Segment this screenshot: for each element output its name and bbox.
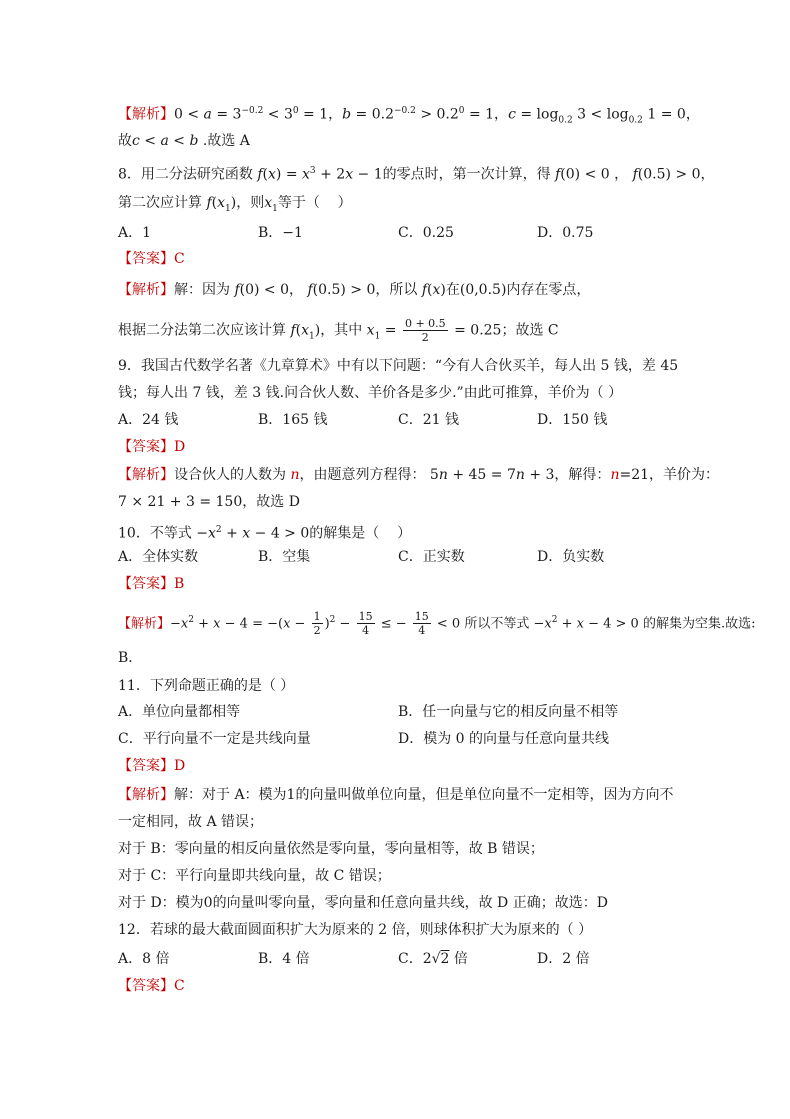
- q11-explanation-line1: 【解析】解：对于 A：模为1的向量叫做单位向量，但是单位向量不一定相等，因为方向不: [118, 787, 674, 803]
- q7-explanation-line1: 【解析】$0 < a = 3^{-0.2} < 3^0 = 1$，$b = 0.2^{-0.2} > 0.2^0 = 1$，$c = \log_{0.2} 3 < \log_{0.2} 1 = 0$，: [118, 106, 700, 126]
- q12-option-a: A．8 倍: [118, 951, 170, 967]
- q8-option-c: C．0.25: [398, 225, 454, 241]
- q11-explanation-line5: 对于 D：模为0的向量叫零向量，零向量和任意向量共线，故 D 正确；故选：D: [118, 895, 608, 911]
- q10-stem: 10．不等式 $-x^2 + x - 4 > 0$的解集是（ ）: [118, 525, 412, 542]
- q11-option-a: A．单位向量都相等: [118, 704, 241, 720]
- q10-option-a: A．全体实数: [118, 549, 199, 565]
- q11-explanation-line2: 一定相同，故 A 错误；: [118, 814, 264, 830]
- q11-stem: 11．下列命题正确的是（ ）: [118, 678, 295, 694]
- q10-option-d: D．负实数: [537, 549, 605, 565]
- q9-stem-line1: 9．我国古代数学名著《九章算术》中有以下问题：“今有人合伙买羊，每人出 5 钱，差 45: [118, 358, 679, 374]
- q10-explanation-line2: B．: [118, 650, 143, 666]
- q8-stem-line2: 第二次应计算 $f(x_1)$，则$x_1$等于（ ）: [118, 195, 352, 214]
- q10-option-b: B．空集: [258, 549, 311, 565]
- q10-answer: 【答案】B: [118, 576, 185, 592]
- q10-option-c: C．正实数: [398, 549, 465, 565]
- q8-option-a: A．1: [118, 225, 152, 241]
- q12-option-b: B．4 倍: [258, 951, 310, 967]
- q7-explanation-line2: 故c < a < b .故选 A: [118, 133, 250, 149]
- fraction: $\frac{0 + 0.5}{2}$: [404, 317, 446, 344]
- q11-explanation-line4: 对于 C：平行向量即共线向量，故 C 错误；: [118, 868, 391, 884]
- q8-explanation-line1: 【解析】解：因为 f(0) < 0， f(0.5) > 0，所以 f(x)在(0,0.5)内存在零点，: [118, 282, 591, 298]
- q11-answer: 【答案】D: [118, 758, 186, 774]
- q8-answer: 【答案】C: [118, 251, 185, 267]
- q9-option-a: A．24 钱: [118, 412, 179, 428]
- q12-stem: 12．若球的最大截面圆面积扩大为原来的 2 倍，则球体积扩大为原来的（ ）: [118, 922, 593, 938]
- q9-explanation-line1: 【解析】设合伙人的人数为 n，由题意列方程得： 5n + 45 = 7n + 3，解得：n=21，羊价为：: [118, 467, 720, 483]
- q9-option-c: C．21 钱: [398, 412, 459, 428]
- q11-option-c: C．平行向量不一定是共线向量: [118, 731, 311, 747]
- q9-explanation-line2: 7 × 21 + 3 = 150，故选 D: [118, 494, 300, 510]
- q8-stem-line1: 8．用二分法研究函数 $f(x) = x^3 + 2x - 1$的零点时，第一次计算，得 f(0) < 0 ， f(0.5) > 0，: [118, 166, 715, 183]
- q12-option-d: D．2 倍: [537, 951, 590, 967]
- q11-explanation-line3: 对于 B：零向量的相反向量依然是零向量，零向量相等，故 B 错误；: [118, 841, 544, 857]
- q12-answer: 【答案】C: [118, 978, 185, 994]
- q9-answer: 【答案】D: [118, 439, 186, 455]
- q12-option-c: C．2√2 倍: [398, 951, 468, 967]
- q8-explanation-line2: 根据二分法第二次应该计算 $f(x_1)$，其中 $x_1$ = $\frac{0 + 0.5}{2}$ = 0.25；故选 C: [118, 317, 559, 344]
- q9-stem-line2: 钱；每人出 7 钱，差 3 钱.问合伙人数、羊价各是多少.”由此可推算，羊价为（ ）: [118, 385, 623, 401]
- q9-option-b: B．165 钱: [258, 412, 328, 428]
- q11-option-d: D．模为 0 的向量与任意向量共线: [398, 731, 610, 747]
- q8-option-d: D．0.75: [537, 225, 594, 241]
- q11-option-b: B．任一向量与它的相反向量不相等: [398, 704, 619, 720]
- q9-option-d: D．150 钱: [537, 412, 608, 428]
- q10-explanation-line1: 【解析】$-x^2 + x - 4 = -(x$ − $\frac{1}{2}$ )$^2$ − $\frac{15}{4}$ ≤ − $\frac{15}{4}$ < 0 所以不等式 $-x^2 + x - 4 > 0$ 的解集为空集.故选:: [118, 610, 756, 638]
- q8-option-b: B．−1: [258, 225, 303, 241]
- analysis-tag: 【解析】: [118, 106, 174, 123]
